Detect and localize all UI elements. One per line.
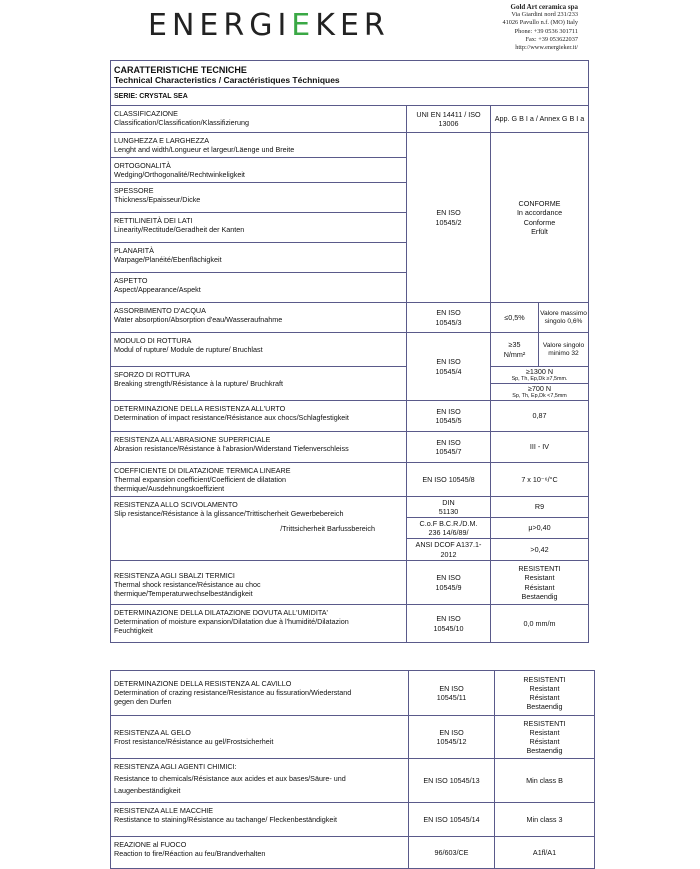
value-cell: 7 x 10⁻⁶/°C <box>491 463 589 497</box>
value-cell: >0,42 <box>491 539 589 561</box>
row-label-it: SFORZO DI ROTTURA <box>114 370 190 379</box>
table-row <box>111 367 589 384</box>
standard-cell: EN ISO 10545/8 <box>407 463 491 497</box>
row-label-en: Lenght and width/Longueur et largeur/Läenge und Breite <box>114 145 295 155</box>
value-cell: A1fl/A1 <box>495 837 595 869</box>
row-label-en: Slip resistance/Résistance à la glissance/Trittischerheit Gewerbebereich <box>114 509 344 519</box>
value-cell: μ>0,40 <box>491 518 589 539</box>
row-label-en: Water absorption/Absorption d'eau/Wasseraufnahme <box>114 315 283 325</box>
row-label-it: COEFFICIENTE DI DILATAZIONE TERMICA LINEARE <box>114 466 291 475</box>
row-label-it: RETTILINEITÀ DEI LATI <box>114 216 193 225</box>
value-cell: ≤0,5% <box>491 303 539 333</box>
standard-cell: ANSI DCOF A137.1- 2012 <box>407 539 491 561</box>
row-label-en: Classification/Classification/Klassifizierung <box>114 118 250 128</box>
table-row <box>111 303 589 333</box>
row-label-it: LUNGHEZZA E LARGHEZZA <box>114 136 210 145</box>
value-cell: RESISTENTI Resistant Résistant Bestaendig <box>491 561 589 605</box>
row-label-en-barefoot: /Trittsicherheit Barfussbereich <box>280 524 375 534</box>
standard-cell: 96/603/CE <box>409 837 495 869</box>
standard-cell: EN ISO 10545/10 <box>407 605 491 643</box>
row-label-it: SPESSORE <box>114 186 154 195</box>
standard-cell: EN ISO 10545/13 <box>409 759 495 803</box>
table-row <box>111 333 589 367</box>
row-label-it: CLASSIFICAZIONE <box>114 109 178 118</box>
row-label-en-2: Feuchtigkeit <box>114 626 153 636</box>
row-label-en: Breaking strength/Résistance à la rupture/ Bruchkraft <box>114 379 283 389</box>
table-row <box>111 497 589 518</box>
table-row <box>111 463 589 497</box>
row-label-en: Determination of moisture expansion/Dilatation due à l'humidité/Dilatazion <box>114 617 349 627</box>
company-fax: Fax: +39 053622037 <box>525 35 578 43</box>
row-label-en: Modul of rupture/ Module de rupture/ Bruchlast <box>114 345 263 355</box>
value-cell: RESISTENTI Resistant Résistant Bestaendig <box>495 716 595 759</box>
row-label-en: Resistance to chemicals/Résistance aux acides et aux bases/Säure- und <box>114 774 346 784</box>
row-label-en: Restistance to staining/Résistance au tachange/ Fleckenbeständigkeit <box>114 815 337 825</box>
row-label-it: RESISTENZA ALLO SCIVOLAMENTO <box>114 500 238 509</box>
table-row <box>111 561 589 605</box>
row-label-it: RESISTENZA AGLI SBALZI TERMICI <box>114 571 235 580</box>
row-label-en: Reaction to fire/Réaction au feu/Brandverhalten <box>114 849 266 859</box>
table-header <box>111 61 589 88</box>
standard-cell: EN ISO 10545/5 <box>407 401 491 432</box>
table-row <box>111 401 589 432</box>
note-cell: Valore singolo minimo 32 <box>539 333 589 367</box>
note-cell: Valore massimo singolo 0,6% <box>539 303 589 333</box>
table-row <box>111 837 595 869</box>
row-label-it: RESISTENZA AL GELO <box>114 727 191 737</box>
row-label-en: Abrasion resistance/Résistance à l'abrasion/Widerstand Tiefenverschleiss <box>114 444 349 454</box>
row-label-it: ASPETTO <box>114 276 148 285</box>
table-row <box>111 432 589 463</box>
standard-cell: EN ISO 10545/9 <box>407 561 491 605</box>
row-label-en-2: gegen den Durfen <box>114 697 172 707</box>
company-address-1: Via Giardini nord 231/233 <box>511 11 578 19</box>
value-cell: RESISTENTI Resistant Résistant Bestaendig <box>495 671 595 716</box>
standard-cell: EN ISO 10545/3 <box>407 303 491 333</box>
row-label-en-2: thermique/Ausdehnungskoeffizient <box>114 484 225 494</box>
value-cell: ≥1300 N Sp, Th, Ep,Dk ≥7,5mm. <box>491 367 589 384</box>
row-label-en: Determination of crazing resistance/Resistance au fissuration/Wiederstand <box>114 688 352 698</box>
table-row <box>111 716 595 759</box>
table-row <box>111 671 595 716</box>
row-label-it: RESISTENZA ALLE MACCHIE <box>114 806 214 815</box>
specs-table-secondary <box>110 670 595 869</box>
row-label-it: RESISTENZA AGLI AGENTI CHIMICI: <box>114 762 237 771</box>
row-label-it: PLANARITÀ <box>114 246 154 255</box>
value-cell: ≥35 N/mm² <box>491 333 539 367</box>
row-label-it: DETERMINAZIONE DELLA DILATAZIONE DOVUTA ALL'UMIDITA' <box>114 608 328 617</box>
standard-cell: EN ISO 10545/2 <box>407 133 491 303</box>
row-label-it: RESISTENZA ALL'ABRASIONE SUPERFICIALE <box>114 435 271 444</box>
table-row <box>111 133 589 158</box>
company-info <box>502 3 578 52</box>
standard-cell: DIN 51130 <box>407 497 491 518</box>
row-label-en: Frost resistance/Résistance au gel/Frostsicherheit <box>114 737 274 746</box>
row-label-en: Linearity/Rectitude/Geradheit der Kanten <box>114 225 245 235</box>
value-cell: 0,87 <box>491 401 589 432</box>
row-label-en: Thermal shock resistance/Résistance au choc <box>114 580 261 590</box>
row-label-en: Thermal expansion coefficient/Coefficient de dilatation <box>114 475 286 485</box>
standard-cell: EN ISO 10545/11 <box>409 671 495 716</box>
company-phone: Phone: +39 0536 301711 <box>514 27 578 35</box>
row-label-en: Wedging/Orthogonalité/Rechtwinkeligkeit <box>114 170 245 180</box>
company-website[interactable]: http://www.energieker.it/ <box>515 44 578 52</box>
row-label-it: DETERMINAZIONE DELLA RESISTENZA AL CAVILLO <box>114 679 292 688</box>
standard-cell: EN ISO 10545/4 <box>407 333 491 401</box>
table-row <box>111 605 589 643</box>
standard-cell: UNI EN 14411 / ISO 13006 <box>407 106 491 133</box>
standard-cell: EN ISO 10545/14 <box>409 803 495 837</box>
row-label-en-2: Laugenbeständigkeit <box>114 786 181 796</box>
row-label-en: Thickness/Epaisseur/Dicke <box>114 195 201 205</box>
value-cell: R9 <box>491 497 589 518</box>
header-title: CARATTERISTICHE TECNICHE <box>114 65 247 75</box>
standard-cell: EN ISO 10545/7 <box>407 432 491 463</box>
table-row <box>111 759 595 803</box>
row-label-en: Warpage/Planéité/Ebenflächigkeit <box>114 255 222 265</box>
row-label-en: Determination of impact resistance/Résistance aux chocs/Schlagfestigkeit <box>114 413 349 423</box>
brand-logo: ENERGIEKER <box>148 8 390 43</box>
value-cell: App. G B I a / Annex G B I a <box>491 106 589 133</box>
company-address-2: 41026 Pavullo n.f. (MO) Italy <box>502 19 578 27</box>
series-name: SERIE: CRYSTAL SEA <box>111 88 589 106</box>
row-label-en-2: thermique/Temperaturwechselbeständigkeit <box>114 589 253 599</box>
row-label-it: DETERMINAZIONE DELLA RESISTENZA ALL'URTO <box>114 404 286 413</box>
row-label-it: ASSORBIMENTO D'ACQUA <box>114 306 206 315</box>
standard-cell: C.o.F B.C.R./D.M. 236 14/6/89/ <box>407 518 491 539</box>
row-label-it: REAZIONE al FUOCO <box>114 840 187 849</box>
standard-cell: EN ISO 10545/12 <box>409 716 495 759</box>
value-cell: Min class B <box>495 759 595 803</box>
value-cell: 0,0 mm/m <box>491 605 589 643</box>
table-row <box>111 803 595 837</box>
table-row <box>111 106 589 133</box>
company-name: Gold Art ceramica spa <box>510 3 578 11</box>
value-cell: Min class 3 <box>495 803 595 837</box>
specs-table-main <box>110 60 589 643</box>
row-label-it: ORTOGONALITÀ <box>114 161 171 170</box>
header-subtitle: Technical Characteristics / Caractéristiques Téchniques <box>114 75 340 85</box>
conformity-cell: CONFORME In accordance Conforme Erfült <box>491 133 589 303</box>
row-label-en: Aspect/Appearance/Aspekt <box>114 285 201 295</box>
value-cell: III - IV <box>491 432 589 463</box>
row-label-it: MODULO DI ROTTURA <box>114 336 192 345</box>
value-cell: ≥700 N Sp, Th, Ep,Dk <7,5mm <box>491 384 589 401</box>
